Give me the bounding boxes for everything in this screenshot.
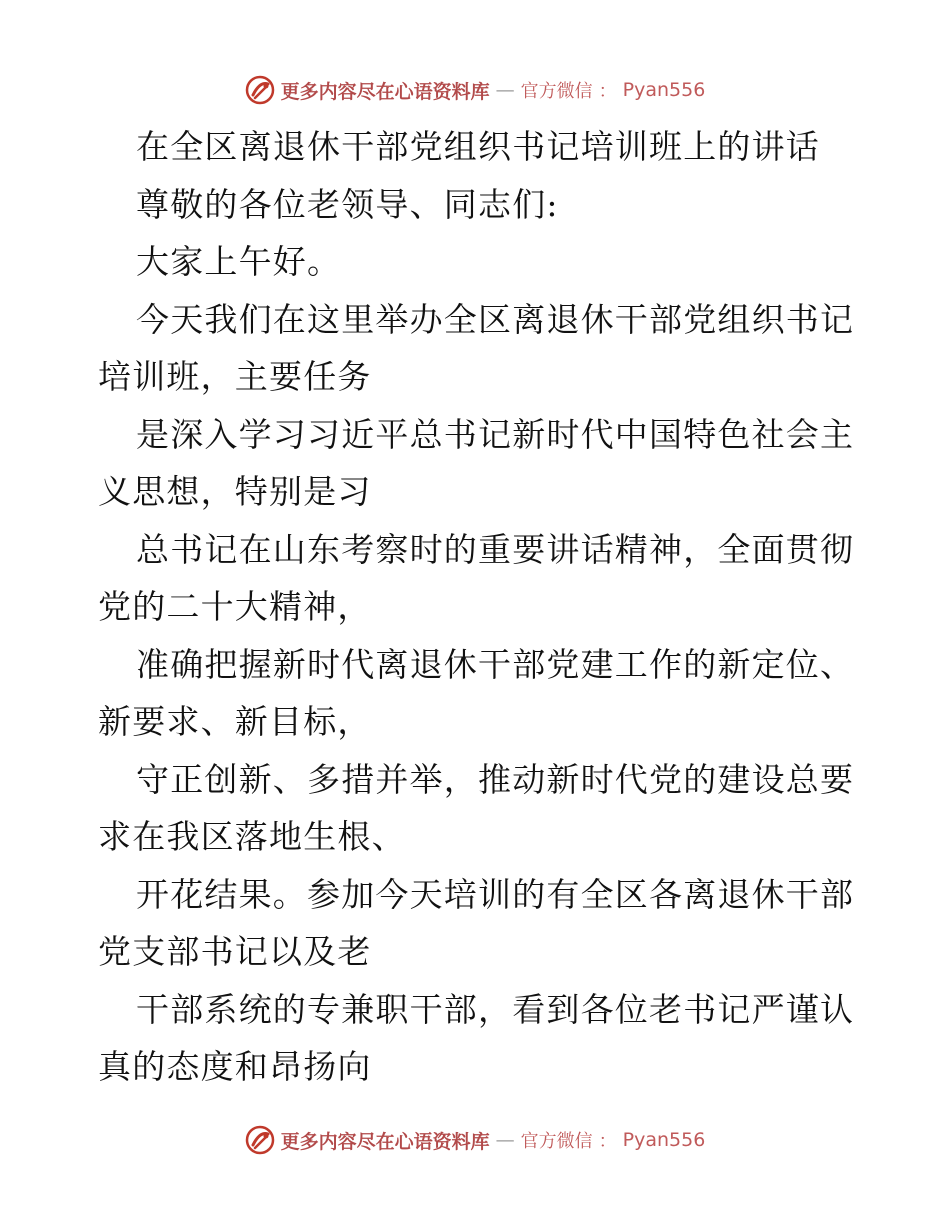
watermark-dash: — xyxy=(495,79,515,101)
paragraph-line: 干部系统的专兼职干部，看到各位老书记严谨认 xyxy=(136,989,855,1029)
document-title: 在全区离退休干部党组织书记培训班上的讲话 xyxy=(136,127,820,166)
watermark-text: 更多内容尽在心语资料库 xyxy=(280,80,490,103)
salutation: 尊敬的各位老领导、同志们: xyxy=(136,184,559,224)
wechat-id: Pyan556 xyxy=(622,79,706,101)
paragraph-line: 义思想，特别是习 xyxy=(98,472,372,511)
document-body xyxy=(98,118,858,1096)
paragraph-line: 准确把握新时代离退休干部党建工作的新定位、 xyxy=(136,644,855,684)
paragraph-line: 今天我们在这里举办全区离退休干部党组织书记 xyxy=(136,299,855,339)
paragraph-line: 总书记在山东考察时的重要讲话精神，全面贯彻 xyxy=(136,529,855,569)
paragraph-line: 求在我区落地生根、 xyxy=(98,817,406,856)
watermark-text: 更多内容尽在心语资料库 xyxy=(280,1130,490,1153)
wechat-label: 官方微信 xyxy=(520,1131,593,1152)
wechat-separator: ： xyxy=(598,81,617,102)
brand-logo-icon xyxy=(245,75,275,105)
paragraph-line: 党支部书记以及老 xyxy=(98,932,372,971)
paragraph-line: 守正创新、多措并举，推动新时代党的建设总要 xyxy=(136,759,855,799)
wechat-id: Pyan556 xyxy=(622,1129,706,1151)
paragraph-line: 真的态度和昂扬向 xyxy=(98,1047,372,1086)
watermark-dash: — xyxy=(495,1129,515,1151)
brand-logo-icon xyxy=(245,1125,275,1155)
paragraph-line: 开花结果。参加今天培训的有全区各离退休干部 xyxy=(136,874,855,914)
greeting: 大家上午好。 xyxy=(136,242,342,281)
wechat-separator: ： xyxy=(598,1131,617,1152)
paragraph-line: 培训班，主要任务 xyxy=(98,357,372,396)
header-watermark xyxy=(0,70,950,110)
wechat-label: 官方微信 xyxy=(520,81,593,102)
paragraph-line: 党的二十大精神， xyxy=(98,587,372,626)
paragraph-line: 新要求、新目标， xyxy=(98,702,372,741)
paragraph-line: 是深入学习习近平总书记新时代中国特色社会主 xyxy=(136,414,855,454)
footer-watermark xyxy=(0,1120,950,1160)
